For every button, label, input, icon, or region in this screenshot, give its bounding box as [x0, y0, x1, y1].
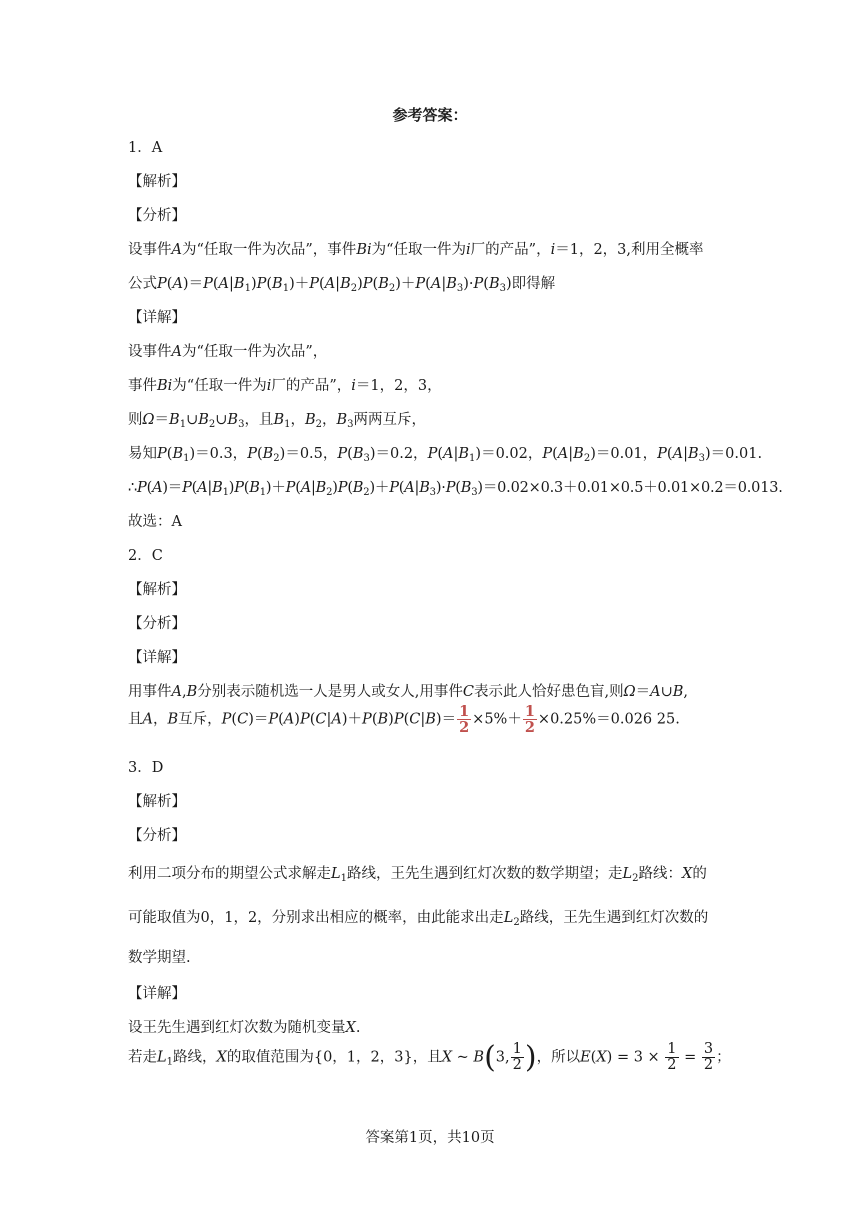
detail-line: 且A，B互斥，P(C)＝P(A)P(C|A)＋P(B)P(C|B)＝ $\frac{1}{2}$ ×5%＋ $\frac{1}{2}$ ×0.25%＝0.026 25. [128, 703, 680, 736]
section-fenxi: 【分析】 [128, 208, 186, 224]
answer-1-number: 1．A [128, 140, 163, 156]
detail-line: 用事件A,B分别表示随机选一人是男人或女人,用事件C表示此人恰好患色盲,则Ω＝A∪B, [128, 684, 689, 700]
section-fenxi: 【分析】 [128, 828, 186, 844]
detail-line: 易知$P(B_1)=0.3$，$P(B_2)=0.5$，$P(B_3)=0.2$，$P(A|B_1)=0.02$，$P(A|B_2)=0.01$，$P(A|B_3)=0.01$. [128, 446, 763, 464]
section-xiangjie: 【详解】 [128, 650, 186, 666]
analysis-line: 设事件A为“任取一件为次品”，事件Bi为“任取一件为i厂的产品”，i＝1，2，3,利用全概率 [128, 242, 704, 258]
answer-2-number: 2．C [128, 548, 163, 564]
section-jiexi: 【解析】 [128, 582, 186, 598]
page-title: 参考答案： [392, 106, 468, 124]
conclusion-line: 故选：A [128, 514, 182, 530]
analysis-line: 利用二项分布的期望公式求解走$L_1$路线，王先生遇到红灯次数的数学期望；走$L_2$路线：X的 [128, 866, 707, 884]
section-fenxi: 【分析】 [128, 616, 186, 632]
detail-line: $\therefore P(A)=P(A|B_1)P(B_1)+P(A|B_2)P(B_2)+P(A|B_3)\cdot P(B_3)=0.02\times 0.3+0.01\times 0.5+0.01\times 0.2=0.013$. [128, 480, 783, 498]
analysis-line: 可能取值为0，1，2，分别求出相应的概率，由此能求出走$L_2$路线，王先生遇到红灯次数的 [128, 910, 709, 928]
detail-line: 设王先生遇到红灯次数为随机变量X. [128, 1020, 361, 1036]
answer-3-number: 3．D [128, 760, 164, 776]
section-xiangjie: 【详解】 [128, 986, 186, 1002]
fraction-half: $\frac{1}{2}$ [524, 703, 535, 736]
detail-line: 事件Bi为“任取一件为i厂的产品”，i＝1，2，3， [128, 378, 442, 394]
section-jiexi: 【解析】 [128, 794, 186, 810]
page-footer: 答案第1页，共10页 [365, 1130, 495, 1146]
detail-line: 则$\Omega=B_1\cup B_2\cup B_3$，且$B_1$，$B_2$，$B_3$两两互斥， [128, 412, 427, 430]
detail-line: 若走$L_1$路线，X的取值范围为{0，1，2，3}，且X ~ B(3, $\frac{1}{2}$ )，所以E(X) = 3 × $\frac{1}{2}$ = $\frac{3}{2}$ ； [128, 1040, 731, 1075]
section-jiexi: 【解析】 [128, 174, 186, 190]
fraction-half: $\frac{1}{2}$ [459, 703, 470, 736]
section-xiangjie: 【详解】 [128, 310, 186, 326]
analysis-line: 数学期望. [128, 950, 191, 966]
analysis-line: 公式$P(A)=P(A|B_1)P(B_1)+P(A|B_2)P(B_2)+P(A|B_3)\cdot P(B_3)$即得解 [128, 276, 556, 294]
detail-line: 设事件A为“任取一件为次品”， [128, 344, 328, 360]
